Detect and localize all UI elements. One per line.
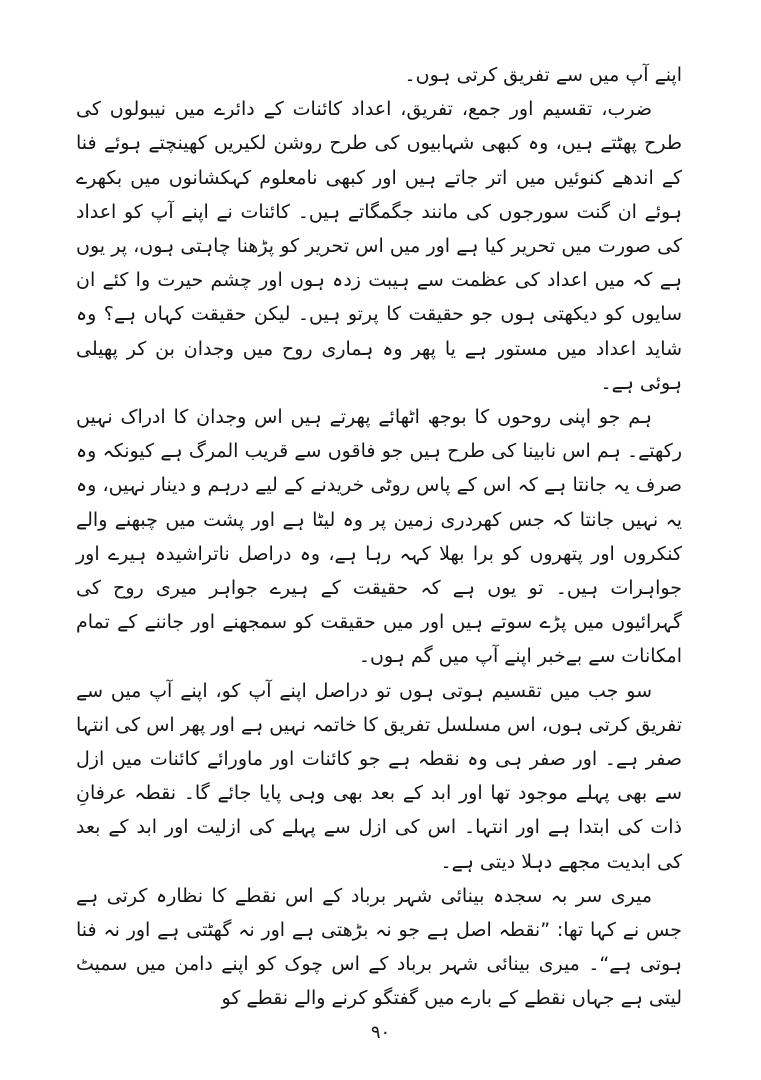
body-text bbox=[76, 58, 682, 1016]
paragraph-4: سو جب میں تقسیم ہوتی ہوں تو دراصل اپنے آپ کو، اپنے آپ میں سے تفریق کرتی ہوں، اس مسلسل تفریق کا خاتمہ نہیں ہے اور پھر اس کی انتہا صفر ہے۔ اور صفر ہی وہ نقطہ ہے جو کائنات اور ماورائے کائنات میں ازل سے بھی پہلے موجود تھا اور ابد کے بعد بھی وہی پایا جائے گا۔ نقطہ عرفانِ ذات کی ابتدا ہے اور انتہا۔ اس کی ازل سے پہلے کی ازلیت اور ابد کے بعد کی ابدیت مجھے دہلا دیتی ہے۔ bbox=[76, 679, 682, 873]
paragraph-2: ضرب، تقسیم اور جمع، تفریق، اعداد کائنات کے دائرے میں نیبولوں کی طرح پھٹتے ہیں، وہ کبھی شہابیوں کی طرح روشن لکیریں کھینچتے ہوئے فنا کے اندھے کنوئیں میں اتر جاتے ہیں اور کبھی نامعلوم کہکشانوں میں بکھرے ہوئے ان گنت سورجوں کی مانند جگمگاتے ہیں۔ کائنات نے اپنے آپ کو اعداد کی صورت میں تحریر کیا ہے اور میں اس تحریر کو پڑھنا چاہتی ہوں، پر یوں ہے کہ میں اعداد کی عظمت سے ہیبت زدہ ہوں اور چشم حیرت وا کئے ان سایوں کو دیکھتی ہوں جو حقیقت کا پرتو ہیں۔ لیکن حقیقت کہاں ہے؟ وہ شاید اعداد میں مستور ہے یا پھر وہ ہماری روح میں وجدان بن کر پھیلی ہوئی ہے۔ bbox=[76, 98, 682, 394]
page-number: ۹۰ bbox=[370, 1022, 391, 1043]
paragraph-3: ہم جو اپنی روحوں کا بوجھ اٹھائے پھرتے ہیں اس وجدان کا ادراک نہیں رکھتے۔ ہم اس نابینا کی طرح ہیں جو فاقوں سے قریب المرگ ہے کیونکہ وہ صرف یہ جانتا ہے کہ اس کے پاس روٹی خریدنے کے لیے درہم و دینار نہیں، وہ یہ نہیں جانتا کہ جس کھردری زمین پر وہ لیٹا ہے اور پشت میں چبھنے والے کنکروں اور پتھروں کو برا بھلا کہہ رہا ہے، وہ دراصل ناتراشیدہ ہیرے اور جواہرات ہیں۔ تو یوں ہے کہ حقیقت کے ہیرے جواہر میری روح کی گہرائیوں میں پڑے سوتے ہیں اور میں حقیقت کو سمجھنے اور جاننے کے تمام امکانات سے بےخبر اپنے آپ میں گم ہوں۔ bbox=[76, 406, 682, 668]
paragraph-1: اپنے آپ میں سے تفریق کرتی ہوں۔ bbox=[404, 64, 682, 86]
paragraph-5: میری سر بہ سجدہ بینائی شہر برباد کے اس نقطے کا نظارہ کرتی ہے جس نے کہا تھا: ”نقطہ اصل ہے جو نہ بڑھتی ہے اور نہ گھٹتی ہے اور نہ فنا ہوتی ہے“۔ میری بینائی شہر برباد کے اس چوک کو اپنے دامن میں سمیٹ لیتی ہے جہاں نقطے کے بارے میں گفتگو کرنے والے نقطے کو bbox=[76, 884, 682, 1010]
